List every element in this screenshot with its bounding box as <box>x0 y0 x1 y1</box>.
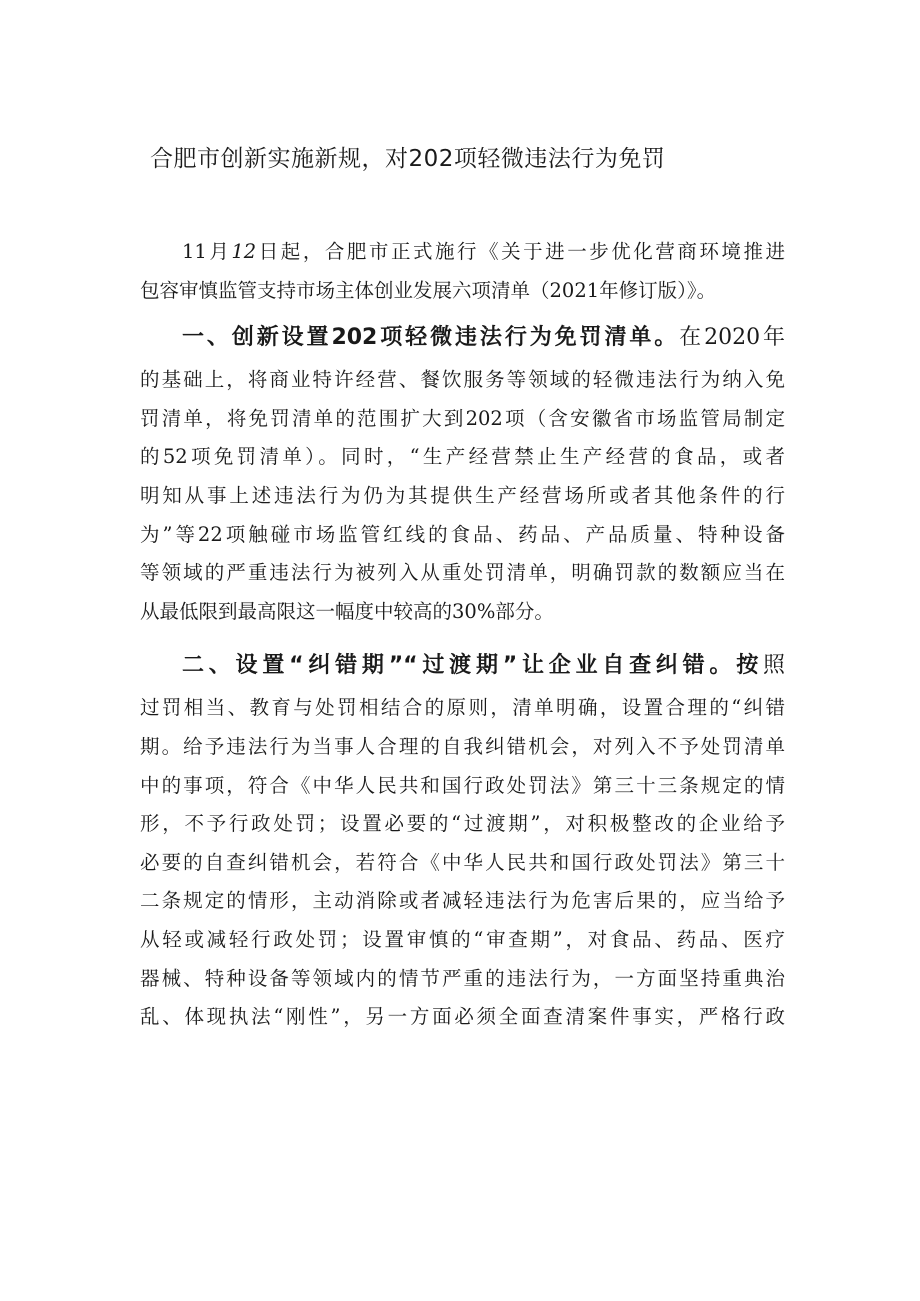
document-title: 合肥市创新实施新规，对202项轻微违法行为免罚 <box>150 146 666 172</box>
section-1-line: 为”等22项触碰市场监管红线的食品、药品、产品质量、特种设备 <box>140 522 785 546</box>
section-1-heading-line <box>140 315 785 361</box>
section-1-heading: 一、创新设置202项轻微违法行为免罚清单。 <box>182 325 680 351</box>
section-2-line: 中的事项，符合《中华人民共和国行政处罚法》第三十三条规定的情 <box>140 773 785 797</box>
section-1-line: 的基础上，将商业特许经营、餐饮服务等领域的轻微违法行为纳入免 <box>140 368 785 392</box>
section-2-line: 从轻或减轻行政处罚；设置审慎的“审查期”，对食品、药品、医疗 <box>140 927 785 951</box>
section-2-heading-tail: 照 <box>762 653 785 679</box>
intro-date-day: 12 <box>231 240 257 263</box>
document-body <box>140 233 785 1037</box>
section-1-heading-tail: 在2020年 <box>679 325 785 351</box>
section-2-line: 过罚相当、教育与处罚相结合的原则，清单明确，设置合理的“纠错 <box>140 696 785 720</box>
section-1-line: 明知从事上述违法行为仍为其提供生产经营场所或者其他条件的行 <box>140 483 785 507</box>
section-2-line: 器械、特种设备等领域内的情节严重的违法行为，一方面坚持重典治 <box>140 966 785 990</box>
intro-date-month: 11月 <box>182 240 232 263</box>
section-1-line: 等领域的严重违法行为被列入从重处罚清单，明确罚款的数额应当在 <box>140 561 785 585</box>
section-2-heading: 二、设置“纠错期”“过渡期”让企业自查纠错。按 <box>182 653 763 679</box>
section-2-line: 二条规定的情形，主动消除或者减轻违法行为危害后果的，应当给予 <box>140 889 785 913</box>
section-2-line: 形，不予行政处罚；设置必要的“过渡期”，对积极整改的企业给予 <box>140 812 785 836</box>
section-2-line: 期。给予违法行为当事人合理的自我纠错机会，对列入不予处罚清单 <box>140 734 785 758</box>
section-2-heading-line <box>140 643 785 689</box>
section-1-line: 的52项免罚清单）。同时，“生产经营禁止生产经营的食品，或者 <box>140 445 785 469</box>
section-2-line: 必要的自查纠错机会，若符合《中华人民共和国行政处罚法》第三十 <box>140 850 785 874</box>
section-2-line: 乱、体现执法“刚性”，另一方面必须全面查清案件事实，严格行政 <box>140 1005 785 1029</box>
section-1-line: 从最低限到最高限这一幅度中较高的30%部分。 <box>140 599 554 623</box>
intro-line-2: 包容审慎监管支持市场主体创业发展六项清单（2021年修订版）》。 <box>140 278 717 302</box>
intro-line-1-text: 日起，合肥市正式施行《关于进一步优化营商环境推进 <box>256 240 785 263</box>
intro-line-1 <box>140 233 785 272</box>
section-1-line: 罚清单，将免罚清单的范围扩大到202项（含安徽省市场监管局制定 <box>140 406 785 430</box>
